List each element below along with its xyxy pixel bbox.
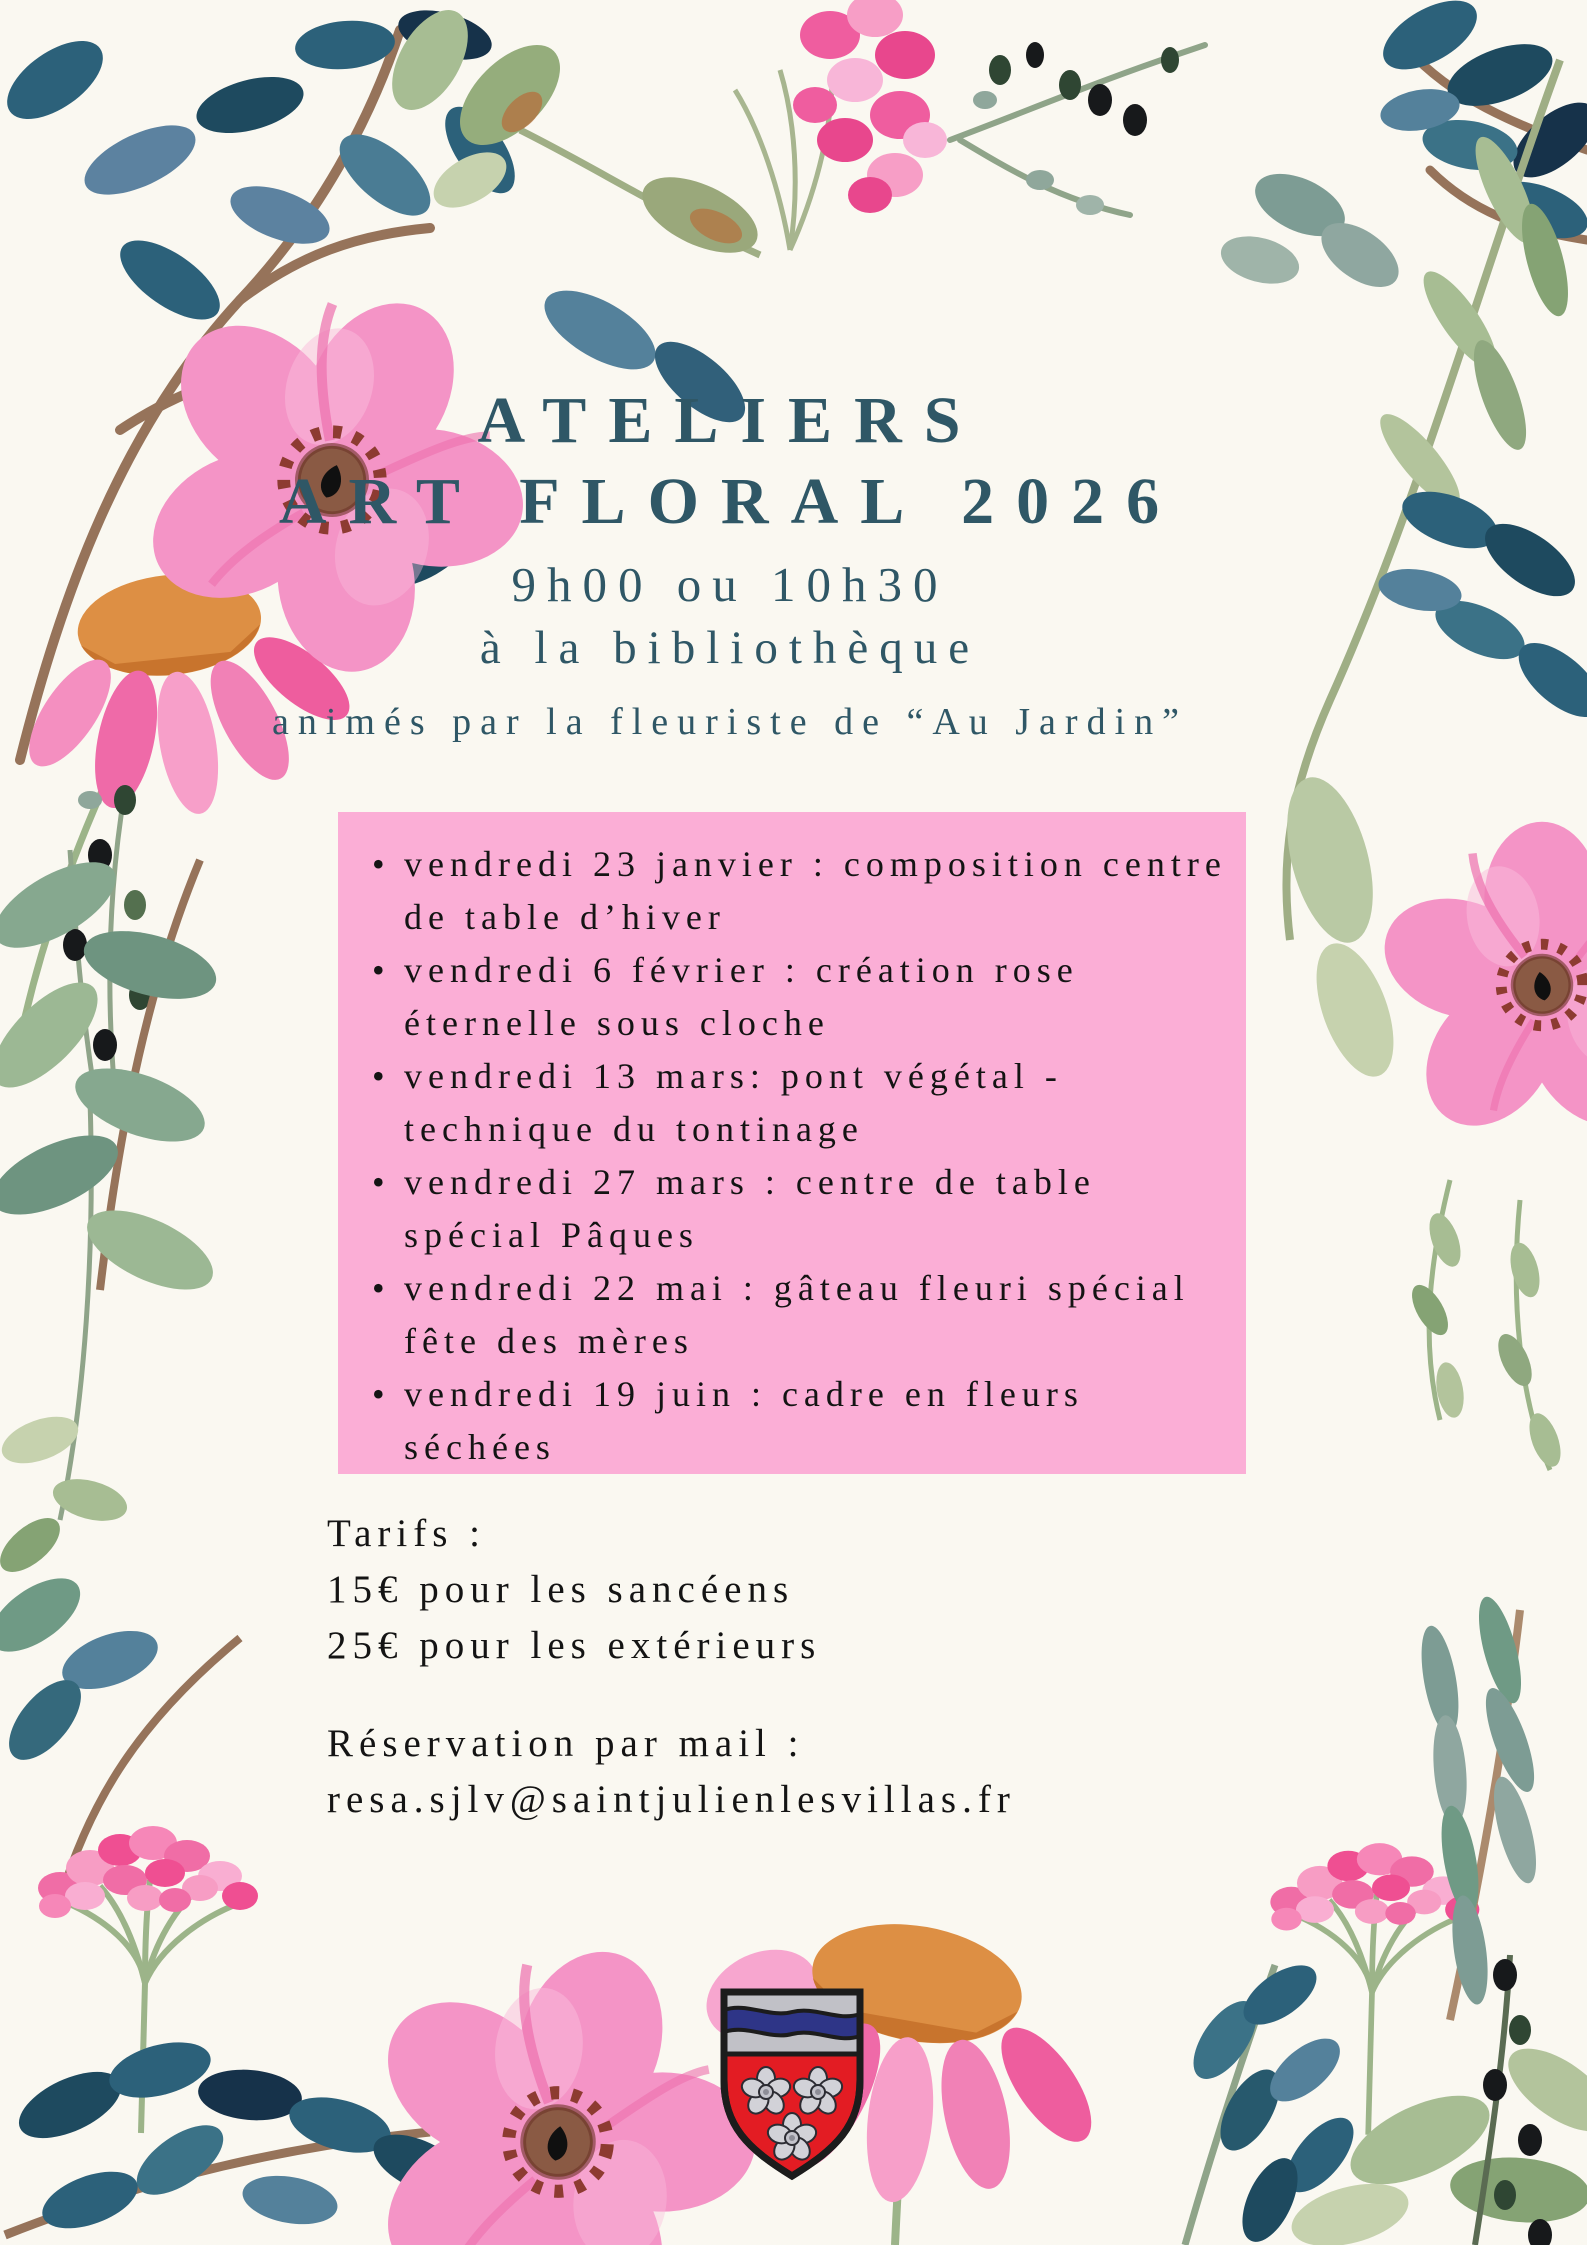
tarifs-heading: Tarifs :	[327, 1512, 486, 1555]
workshop-item-text: vendredi 23 janvier : composition centre de table d’hiver	[404, 844, 1227, 937]
right-pink-flower	[1344, 787, 1587, 1184]
workshop-item	[372, 838, 1240, 944]
right-lower-sprigs	[1405, 1180, 1567, 1471]
top-middle-green-leaves	[377, 0, 769, 268]
bullet-marker: •	[372, 950, 391, 990]
bottom-pink-flower	[324, 1909, 789, 2245]
tarifs-block	[327, 1506, 821, 1674]
reservation-block	[327, 1716, 1016, 1828]
workshop-item-text: vendredi 22 mai : gâteau fleuri spécial fête des mères	[404, 1268, 1190, 1361]
top-pink-cluster-flower	[735, 0, 947, 250]
poster-title-line2: ART FLORAL 2026	[278, 465, 1182, 538]
tarif-line-residents: 15€ pour les sancéens	[327, 1568, 795, 1611]
workshop-item	[372, 1262, 1240, 1368]
reservation-heading: Réservation par mail :	[327, 1722, 805, 1765]
top-bud-sprig	[950, 42, 1205, 215]
bullet-marker: •	[372, 844, 391, 884]
workshop-item-text: vendredi 13 mars: pont végétal - technique du tontinage	[404, 1056, 1063, 1149]
poster-title-line1: ATELIERS	[477, 384, 983, 457]
bullet-marker: •	[372, 1162, 391, 1202]
location-line: à la bibliothèque	[479, 622, 981, 674]
workshop-item	[372, 1050, 1240, 1156]
workshop-item-text: vendredi 6 février : création rose éternelle sous cloche	[404, 950, 1079, 1043]
subtitle-line: animés par la fleuriste de “Au Jardin”	[272, 701, 1188, 743]
workshop-item	[372, 944, 1240, 1050]
bottom-right-corner-leaves	[1285, 1955, 1587, 2245]
workshop-item-text: vendredi 19 juin : cadre en fleurs séchées	[404, 1374, 1084, 1467]
time-line: 9h00 ou 10h30	[511, 557, 949, 612]
workshop-item	[372, 1368, 1240, 1474]
reservation-email: resa.sjlv@saintjulienlesvillas.fr	[327, 1778, 1016, 1821]
bottom-right-eucalyptus	[1415, 1593, 1545, 2020]
bullet-marker: •	[372, 1056, 391, 1096]
bullet-marker: •	[372, 1374, 391, 1414]
tarif-line-exterior: 25€ pour les extérieurs	[327, 1624, 822, 1667]
workshop-list	[338, 812, 1246, 1474]
bullet-marker: •	[372, 1268, 391, 1308]
workshop-item-text: vendredi 27 mars : centre de table spécial Pâques	[404, 1162, 1096, 1255]
workshop-item	[372, 1156, 1240, 1262]
